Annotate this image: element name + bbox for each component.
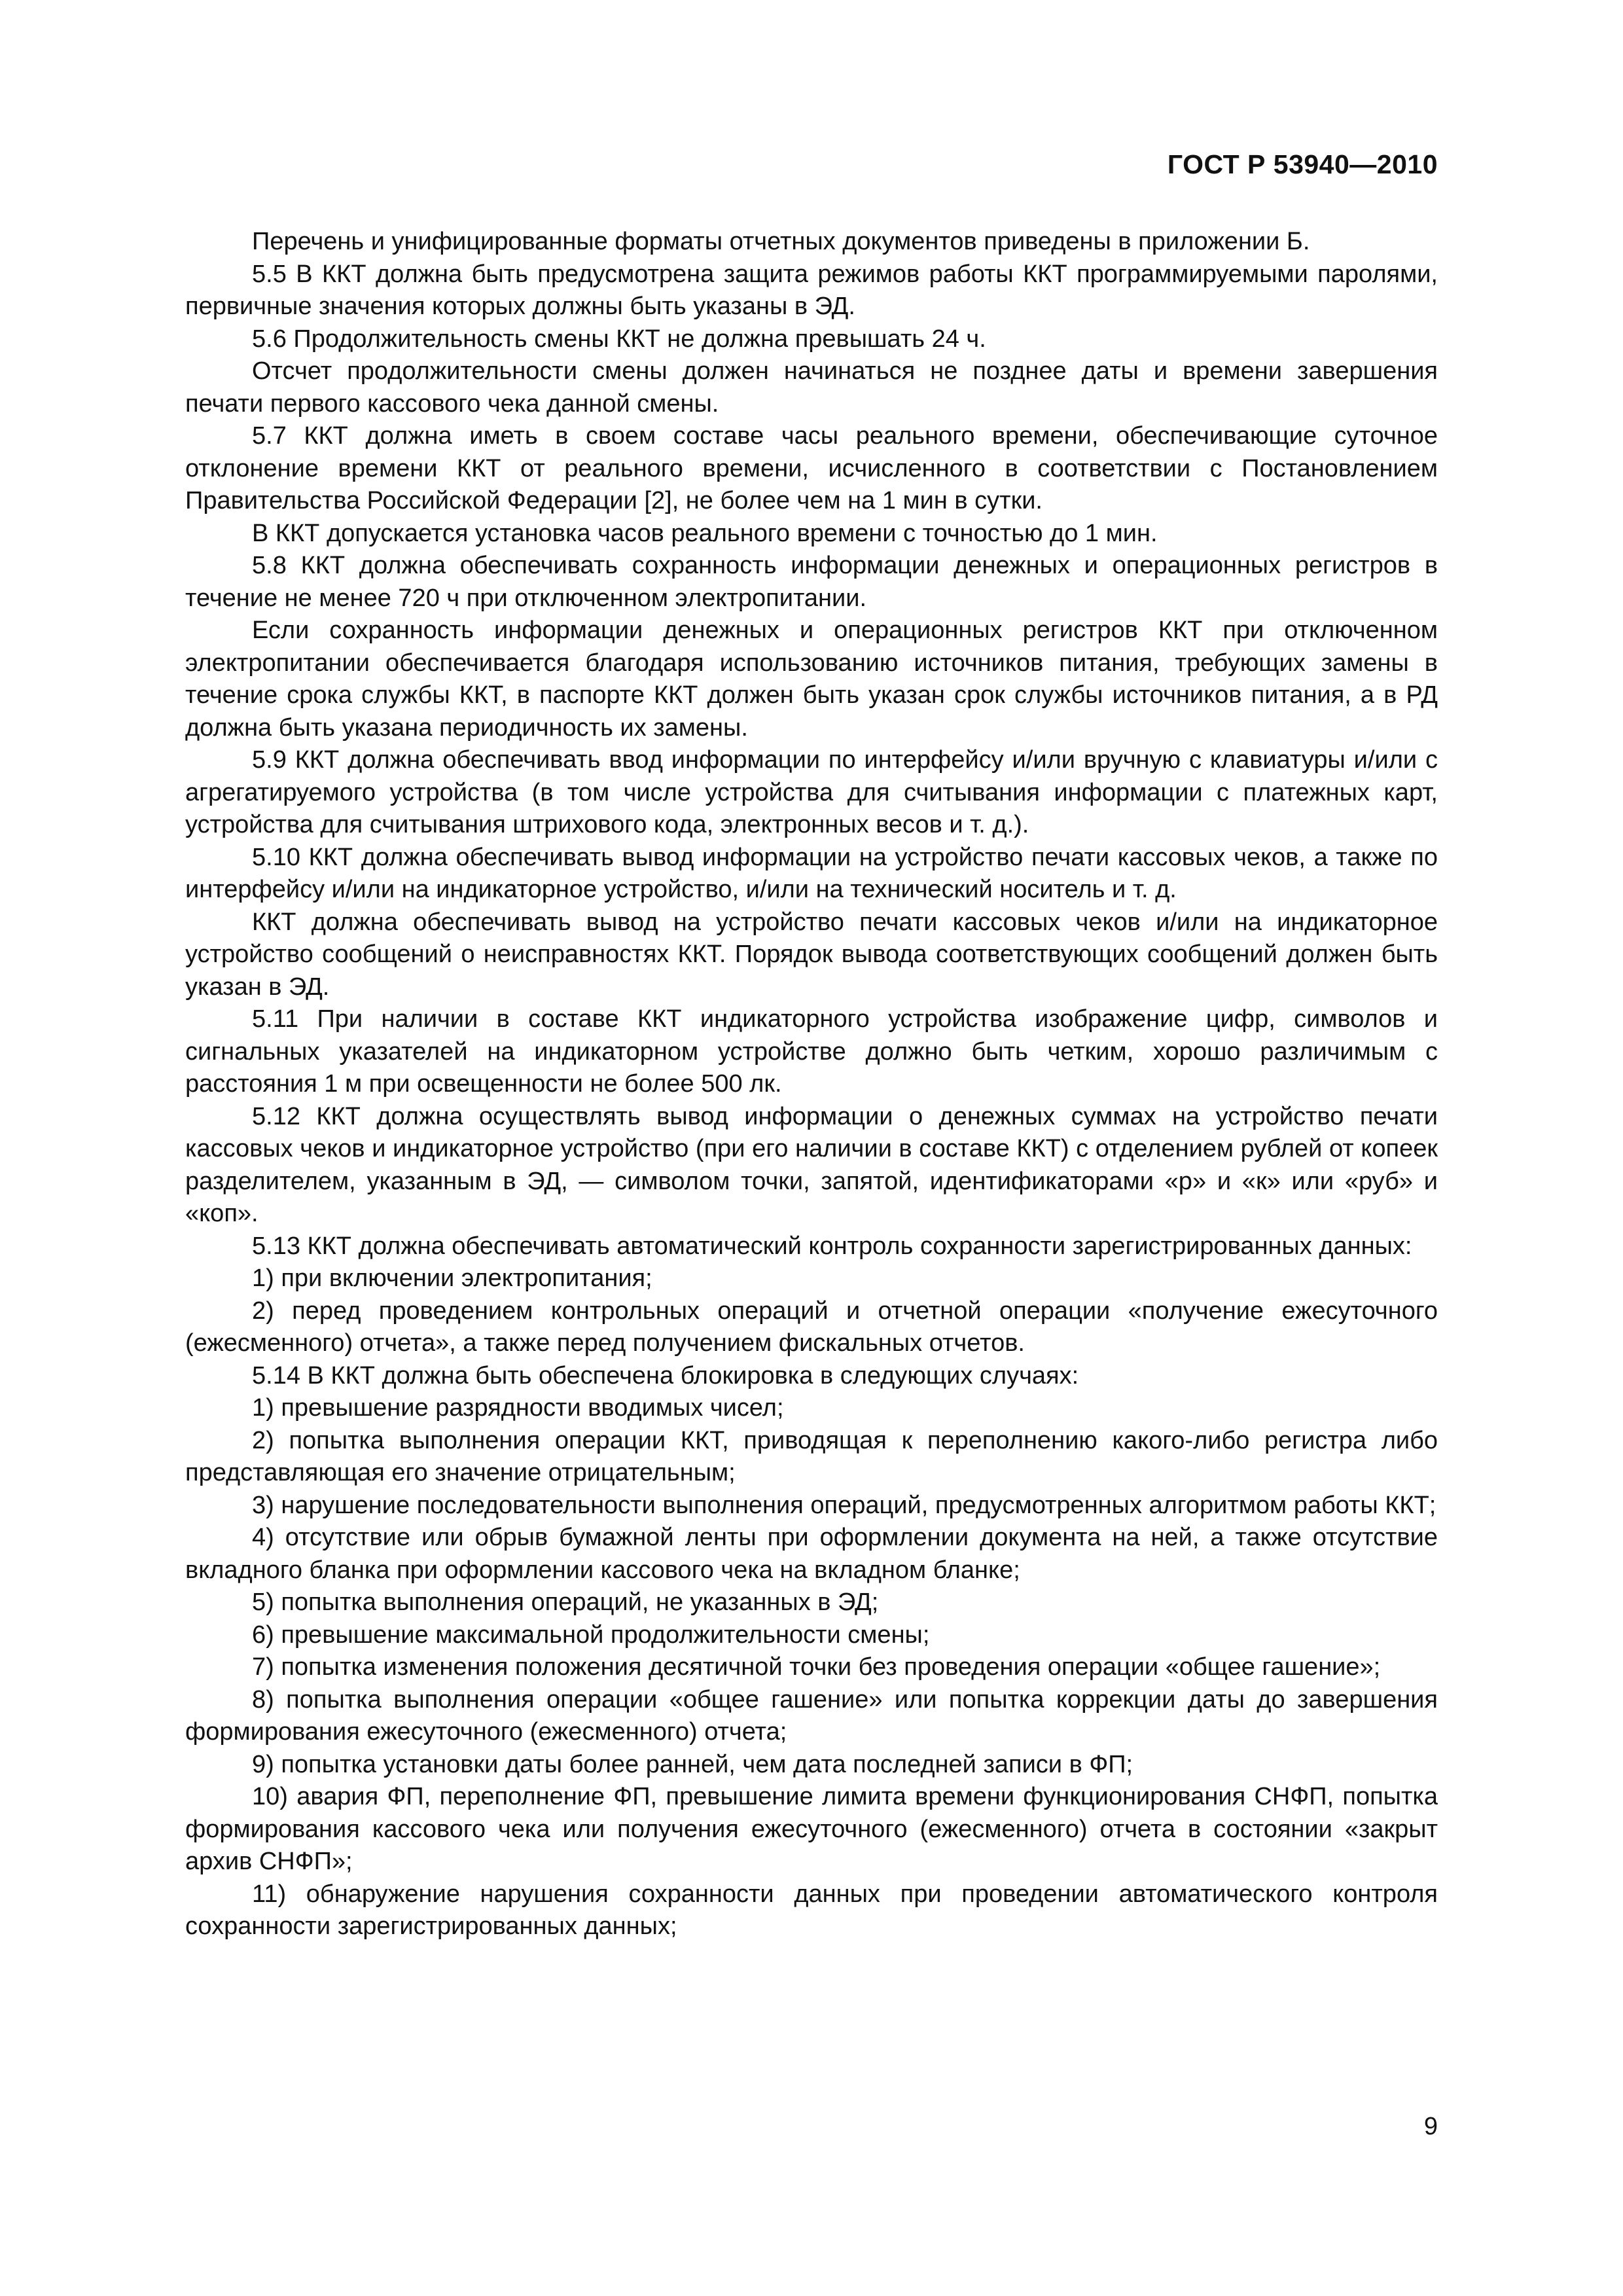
- paragraph: 5.8 ККТ должна обеспечивать сохранность информации денежных и операционных регистров в течение не менее 720 ч при отключенном электропитании.: [185, 552, 1438, 612]
- list-item: 8) попытка выполнения операции «общее гашение» или попытка коррекции даты до завершения формирования ежесуточного (ежесменного) отчета;: [185, 1685, 1438, 1746]
- page-number: 9: [1423, 2113, 1438, 2140]
- list-item: 2) перед проведением контрольных операций и отчетной операции «получение ежесуточного (ежесменного) отчета», а также перед получением фискальных отчетов.: [185, 1297, 1438, 1357]
- list-item: 9) попытка установки даты более ранней, чем дата последней записи в ФП;: [252, 1750, 1133, 1778]
- paragraph: 5.11 При наличии в составе ККТ индикаторного устройства изображение цифр, символов и сигнальных указателей на индикаторном устройстве должно быть четким, хорошо различимым с расстояния 1 м при освещенности не более 500 лк.: [185, 1005, 1438, 1098]
- paragraph: В ККТ допускается установка часов реального времени с точностью до 1 мин.: [252, 519, 1158, 547]
- paragraph: 5.5 В ККТ должна быть предусмотрена защита режимов работы ККТ программируемыми паролями, первичные значения которых должны быть указаны в ЭД.: [185, 260, 1438, 320]
- list-item: 5) попытка выполнения операций, не указанных в ЭД;: [252, 1588, 879, 1616]
- paragraph: 5.14 В ККТ должна быть обеспечена блокировка в следующих случаях:: [252, 1361, 1079, 1390]
- list-item: 11) обнаружение нарушения сохранности данных при проведении автоматического контроля сохранности зарегистрированных данных;: [185, 1880, 1438, 1940]
- paragraph: 5.7 ККТ должна иметь в своем составе часы реального времени, обеспечивающие суточное отклонение времени ККТ от реального времени, исчисленного в соответствии с Постановлением Правительства Российской Федерации [2], не более чем на 1 мин в сутки.: [185, 422, 1438, 514]
- list-item: 1) превышение разрядности вводимых чисел;: [252, 1394, 784, 1422]
- list-item: 2) попытка выполнения операции ККТ, приводящая к переполнению какого-либо регистра либо представляющая его значение отрицательным;: [185, 1426, 1438, 1486]
- list-item: 3) нарушение последовательности выполнения операций, предусмотренных алгоритмом работы ККТ;: [252, 1491, 1436, 1519]
- list-item: 6) превышение максимальной продолжительности смены;: [252, 1621, 930, 1649]
- paragraph: Отсчет продолжительности смены должен начинаться не позднее даты и времени завершения печати первого кассового чека данной смены.: [185, 357, 1438, 418]
- document-body: [185, 226, 1438, 1943]
- list-item: 7) попытка изменения положения десятичной точки без проведения операции «общее гашение»;: [252, 1653, 1381, 1681]
- paragraph: 5.12 ККТ должна осуществлять вывод информации о денежных суммах на устройство печати кассовых чеков и индикаторное устройство (при его наличии в составе ККТ) с отделением рублей от копеек разделителем, указанным в ЭД, — символом точки, запятой, идентификаторами «р» и «к» или «руб» и «коп».: [185, 1102, 1438, 1227]
- paragraph: 5.6 Продолжительность смены ККТ не должна превышать 24 ч.: [252, 325, 986, 353]
- list-item: 1) при включении электропитания;: [252, 1265, 652, 1292]
- list-item: 4) отсутствие или обрыв бумажной ленты при оформлении документа на ней, а также отсутствие вкладного бланка при оформлении кассового чека на вкладном бланке;: [185, 1524, 1438, 1584]
- paragraph: Перечень и унифицированные форматы отчетных документов приведены в приложении Б.: [252, 228, 1310, 255]
- paragraph: Если сохранность информации денежных и операционных регистров ККТ при отключенном электропитании обеспечивается благодаря использованию источников питания, требующих замены в течение срока службы ККТ, в паспорте ККТ должен быть указан срок службы источников питания, а в РД должна быть указана периодичность их замены.: [185, 617, 1438, 742]
- paragraph: 5.9 ККТ должна обеспечивать ввод информации по интерфейсу и/или вручную с клавиатуры и/или с агрегатируемого устройства (в том числе устройства для считывания информации с платежных карт, устройства для считывания штрихового кода, электронных весов и т. д.).: [185, 746, 1438, 838]
- list-item: 10) авария ФП, переполнение ФП, превышение лимита времени функционирования СНФП, попытка формирования кассового чека или получения ежесуточного (ежесменного) отчета в состоянии «закрыт архив СНФП»;: [185, 1783, 1438, 1875]
- document-code-header: ГОСТ Р 53940—2010: [1167, 149, 1438, 179]
- paragraph: ККТ должна обеспечивать вывод на устройство печати кассовых чеков и/или на индикаторное устройство сообщений о неисправностях ККТ. Порядок вывода соответствующих сообщений должен быть указан в ЭД.: [185, 908, 1438, 1001]
- paragraph: 5.13 ККТ должна обеспечивать автоматический контроль сохранности зарегистрированных данных:: [252, 1232, 1412, 1260]
- paragraph: 5.10 ККТ должна обеспечивать вывод информации на устройство печати кассовых чеков, а также по интерфейсу и/или на индикаторное устройство, и/или на технический носитель и т. д.: [185, 843, 1438, 903]
